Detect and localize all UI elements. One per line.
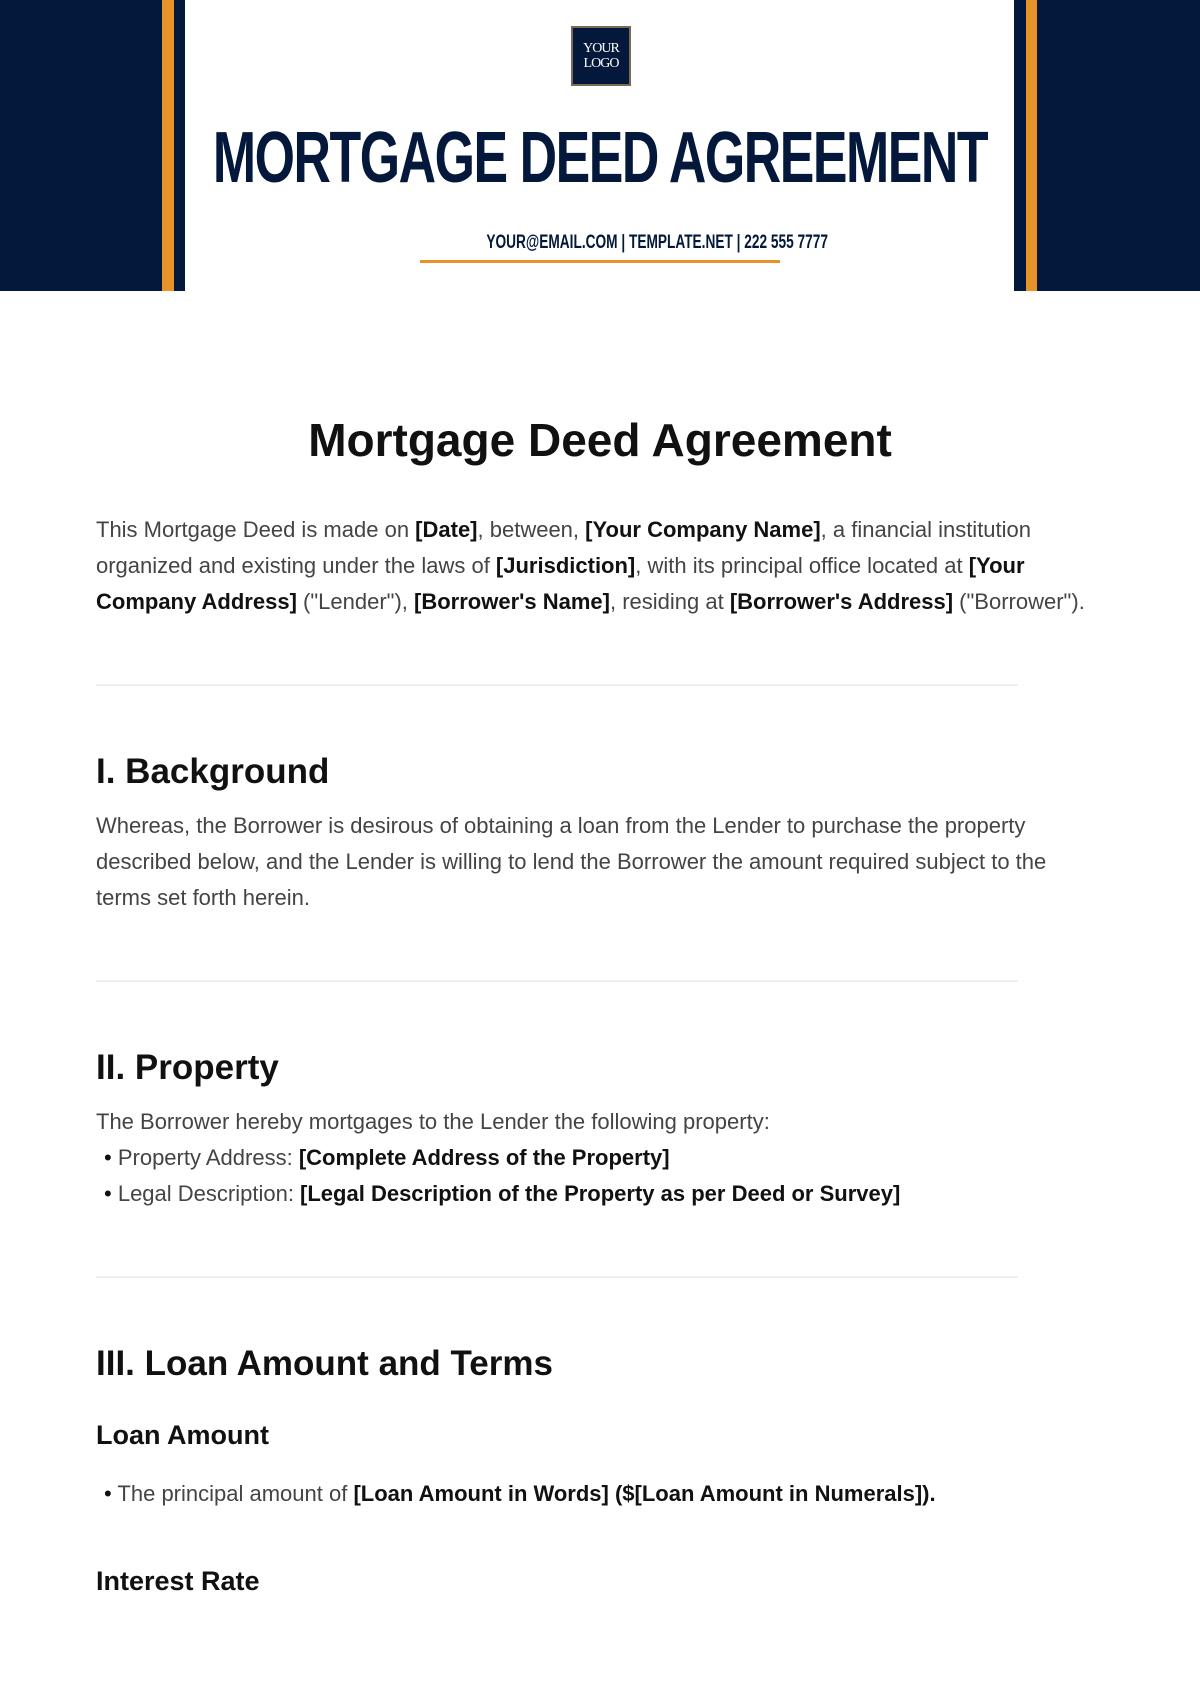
loan-amount-list — [96, 1476, 1096, 1512]
placeholder-field: [Your Company Address] — [96, 553, 1025, 614]
divider — [96, 684, 1018, 686]
intro-text: , a financial institution organized and existing under the laws of — [96, 517, 1032, 578]
company-logo — [571, 26, 631, 86]
section-loan-heading: III. Loan Amount and Terms — [96, 1344, 553, 1383]
placeholder-field: [Date] — [415, 517, 478, 542]
intro-text: , residing at — [609, 589, 730, 614]
section-background-heading: I. Background — [96, 752, 330, 791]
left-band — [0, 0, 185, 291]
header-title: MORTGAGE DEED AGREEMENT — [212, 118, 988, 198]
loan-amount-subheading: Loan Amount — [96, 1420, 269, 1450]
logo-text-line1: YOUR — [583, 41, 619, 56]
document-body — [96, 410, 1096, 1622]
item-label: Legal Description: — [117, 1181, 301, 1206]
placeholder-field: [Borrower's Name] — [414, 589, 610, 614]
property-intro: The Borrower hereby mortgages to the Lender the following property: — [96, 1109, 770, 1134]
section-property-heading: II. Property — [96, 1048, 279, 1087]
intro-text: This Mortgage Deed is made on — [96, 517, 416, 542]
list-item — [104, 1476, 1096, 1512]
intro-text: , between, — [477, 517, 586, 542]
contact-line — [420, 230, 828, 263]
intro-paragraph — [96, 512, 1096, 620]
interest-rate-subheading: Interest Rate — [96, 1566, 260, 1596]
item-value: [Complete Address of the Property] — [298, 1145, 670, 1170]
intro-text: , with its principal office located at — [635, 553, 969, 578]
property-list — [96, 1140, 1096, 1212]
background-paragraph: Whereas, the Borrower is desirous of obtaining a loan from the Lender to purchase the property described below, and the Lender is willing to lend the Borrower the amount required subject to the terms set forth herein. — [96, 813, 1047, 910]
item-label: The principal amount of — [117, 1481, 354, 1506]
document-header — [0, 0, 1200, 291]
right-band — [1014, 0, 1200, 291]
placeholder-field: [Borrower's Address] — [729, 589, 954, 614]
document-title: Mortgage Deed Agreement — [308, 414, 892, 466]
placeholder-field: [Jurisdiction] — [495, 553, 636, 578]
logo-text-line2: LOGO — [583, 56, 619, 71]
list-item — [104, 1176, 1096, 1212]
divider — [96, 980, 1018, 982]
divider — [96, 1276, 1018, 1278]
contact-text: YOUR@EMAIL.COM | TEMPLATE.NET | 222 555 7777 — [486, 232, 828, 253]
item-label: Property Address: — [117, 1145, 299, 1170]
item-value: [Loan Amount in Words] ($[Loan Amount in Numerals]). — [353, 1481, 936, 1506]
intro-text: ("Lender"), — [296, 589, 415, 614]
placeholder-field: [Your Company Name] — [585, 517, 821, 542]
item-value: [Legal Description of the Property as per Deed or Survey] — [300, 1181, 901, 1206]
list-item — [104, 1140, 1096, 1176]
intro-text: ("Borrower"). — [953, 589, 1085, 614]
